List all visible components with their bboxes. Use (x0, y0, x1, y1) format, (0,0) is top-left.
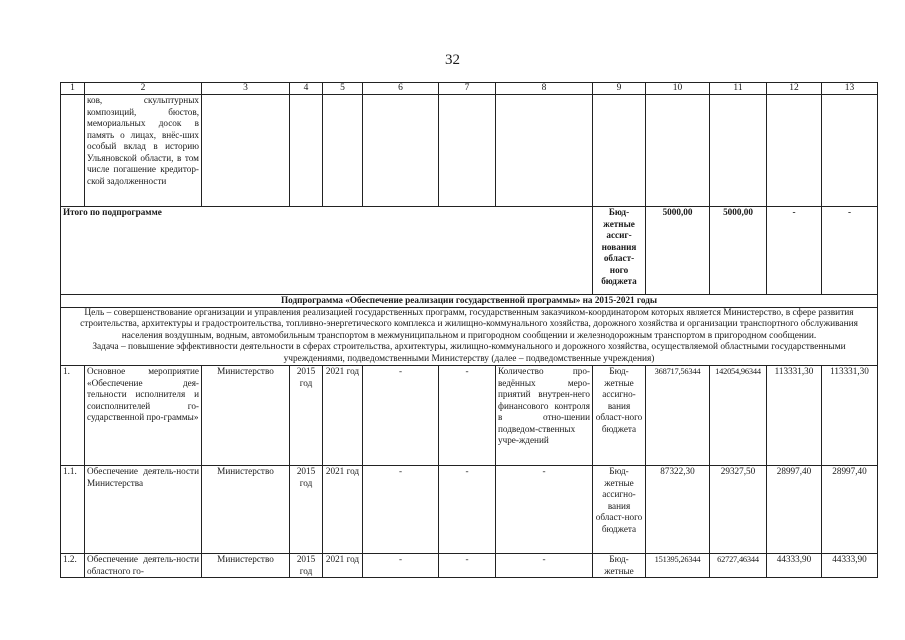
funding-source: Бюд-жетные ассиг-нования област-ного бюджета (593, 207, 646, 295)
funding-source: Бюд-жетные (593, 554, 646, 578)
goal-row (61, 307, 878, 366)
cell-col7: - (439, 466, 496, 554)
table-row (61, 554, 878, 578)
page-number: 32 (445, 52, 460, 68)
goal-text: Цель – совершенствование организации и управления реализацией государственных программ, государственным заказчиком-координатором которых является Министерство, в сфере развития строительства, архитектуры и градостроительства, топливно-энергетического комплекса и жилищно-коммунального хозяйства, дорожного хозяйства и организации транспортного обслуживания населения воздушным, водным, автомобильным транспортом в межмуниципальном и пригородном сообщении и железнодорожным транспортом в пригородном сообщении. (80, 307, 858, 341)
amount-col10: 151395,26344 (646, 554, 710, 578)
subprogram-title-row (61, 295, 878, 308)
cell-col6: - (363, 366, 439, 466)
header-cell: 2 (85, 83, 202, 95)
amount-col11: 5000,00 (710, 207, 767, 295)
indicator: - (496, 466, 593, 554)
activity-name: Основное мероприятие «Обеспечение дея-тельности исполнителя и соисполнителей го-сударственной про-граммы» (85, 366, 202, 466)
header-cell: 12 (767, 83, 822, 95)
end-year: 2021 год (323, 466, 363, 554)
header-cell: 4 (290, 83, 323, 95)
header-cell: 13 (822, 83, 878, 95)
header-cell: 10 (646, 83, 710, 95)
header-cell: 7 (439, 83, 496, 95)
executor: Министерство (202, 554, 290, 578)
subtotal-row (61, 207, 878, 295)
header-cell: 6 (363, 83, 439, 95)
funding-source: Бюд-жетные ассигно-вания област-ного бюджета (593, 466, 646, 554)
program-table (60, 82, 878, 578)
header-cell: 11 (710, 83, 767, 95)
end-year: 2021 год (323, 554, 363, 578)
amount-col12: - (767, 207, 822, 295)
indicator: - (496, 554, 593, 578)
start-year: 2015 год (290, 366, 323, 466)
amount-col11: 62727,46344 (710, 554, 767, 578)
header-cell: 3 (202, 83, 290, 95)
executor: Министерство (202, 366, 290, 466)
header-cell: 5 (323, 83, 363, 95)
amount-col12: 44333,90 (767, 554, 822, 578)
table-row (61, 366, 878, 466)
amount-col11: 142054,96344 (710, 366, 767, 466)
amount-col11: 29327,50 (710, 466, 767, 554)
cell-col6: - (363, 466, 439, 554)
subprogram-title: Подпрограмма «Обеспечение реализации государственной программы» на 2015-2021 годы (61, 295, 878, 308)
indicator: Количество про-ведённых меро-приятий внутрен-него финансового контроля в отно-шении подведом-ственных учре-ждений (496, 366, 593, 466)
activity-name: Обеспечение деятель-ности Министерства (85, 466, 202, 554)
subtotal-label: Итого по подпрограмме (61, 207, 593, 295)
amount-col12: 113331,30 (767, 366, 822, 466)
cell-col7: - (439, 366, 496, 466)
cell-col6: - (363, 554, 439, 578)
executor: Министерство (202, 466, 290, 554)
amount-col10: 368717,56344 (646, 366, 710, 466)
row-number: 1. (61, 366, 85, 466)
start-year: 2015 год (290, 554, 323, 578)
header-row (61, 83, 878, 95)
header-cell: 1 (61, 83, 85, 95)
task-text: Задача – повышение эффективности деятельности в сферах строительства, архитектуры, жилищно-коммунального и дорожного хозяйства, осуществляемой областными государственными учреждениями, подведомственными Министерству (далее – подведомственные учреждения) (92, 342, 846, 364)
amount-col13: 28997,40 (822, 466, 878, 554)
amount-col12: 28997,40 (767, 466, 822, 554)
end-year: 2021 год (323, 366, 363, 466)
amount-col13: 44333,90 (822, 554, 878, 578)
activity-name: Обеспечение деятель-ности областного го- (85, 554, 202, 578)
amount-col13: 113331,30 (822, 366, 878, 466)
amount-col10: 87322,30 (646, 466, 710, 554)
start-year: 2015 год (290, 466, 323, 554)
funding-source: Бюд-жетные ассигно-вания област-ного бюджета (593, 366, 646, 466)
amount-col13: - (822, 207, 878, 295)
header-cell: 9 (593, 83, 646, 95)
activity-name-continued: ков, скульптурных композиций, бюстов, мемориальных досок в память о лицах, внёс-ших особый вклад в историю Ульяновской области, в том числе погашение кредитор-ской задолженности (85, 95, 202, 207)
continuation-row (61, 95, 878, 207)
amount-col10: 5000,00 (646, 207, 710, 295)
row-number: 1.1. (61, 466, 85, 554)
table-row (61, 466, 878, 554)
cell-col7: - (439, 554, 496, 578)
header-cell: 8 (496, 83, 593, 95)
row-number: 1.2. (61, 554, 85, 578)
